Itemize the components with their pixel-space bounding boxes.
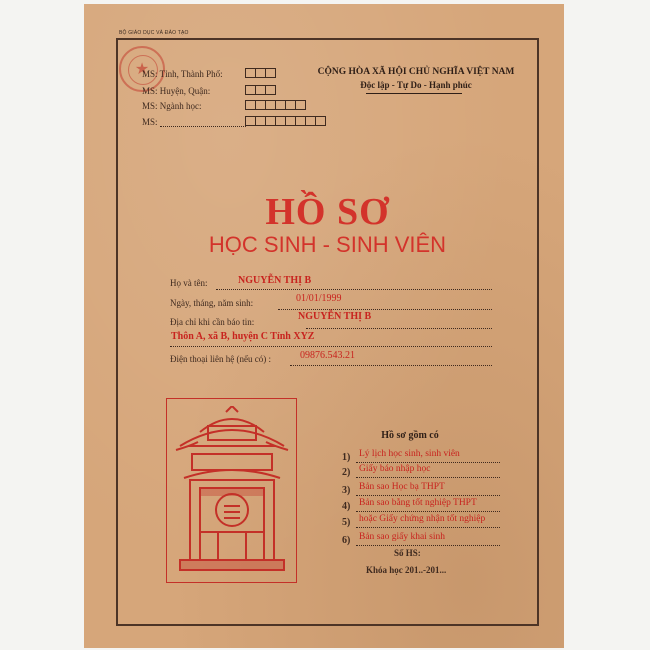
nation-heading: CỘNG HÒA XÃ HỘI CHỦ NGHĨA VIỆT NAM	[317, 67, 515, 77]
contact-field[interactable]: Địa chỉ khi cần báo tin:	[170, 315, 492, 329]
name-field[interactable]: Họ và tên:	[170, 276, 492, 290]
ms-code-field[interactable]: MS:	[142, 117, 382, 129]
ms-major-field[interactable]: MS: Ngành học:	[142, 101, 332, 113]
page-subtitle: HỌC SINH - SINH VIÊN	[208, 232, 447, 257]
ms-district-field[interactable]: MS: Huyện, Quận:	[142, 86, 282, 98]
dossier-heading: Hồ sơ gồm có	[381, 430, 439, 441]
motto: Độc lập - Tự Do - Hạnh phúc	[360, 80, 472, 90]
star-icon: ★	[134, 61, 150, 78]
contact-value: NGUYỄN THỊ B	[298, 311, 372, 322]
phone-field[interactable]: Điện thoại liên hệ (nếu có) :	[170, 352, 492, 366]
page-title: HỒ SƠ	[265, 191, 390, 233]
temple-icon	[170, 406, 294, 578]
ms-province-field[interactable]: MS: Tỉnh, Thành Phố:	[142, 69, 282, 81]
dob-value: 01/01/1999	[296, 293, 342, 304]
course-years-label: Khóa học 201..-201...	[366, 565, 447, 575]
phone-value: 09876.543.21	[300, 350, 355, 361]
dob-field[interactable]: Ngày, tháng, năm sinh:	[170, 296, 492, 310]
motto-underline	[366, 93, 462, 94]
address-value: Thôn A, xã B, huyện C Tỉnh XYZ	[171, 331, 315, 342]
record-number-label: Số HS:	[394, 548, 421, 558]
ministry-label: BỘ GIÁO DỤC VÀ ĐÀO TẠO	[119, 30, 189, 36]
name-value: NGUYỄN THỊ B	[238, 275, 312, 286]
